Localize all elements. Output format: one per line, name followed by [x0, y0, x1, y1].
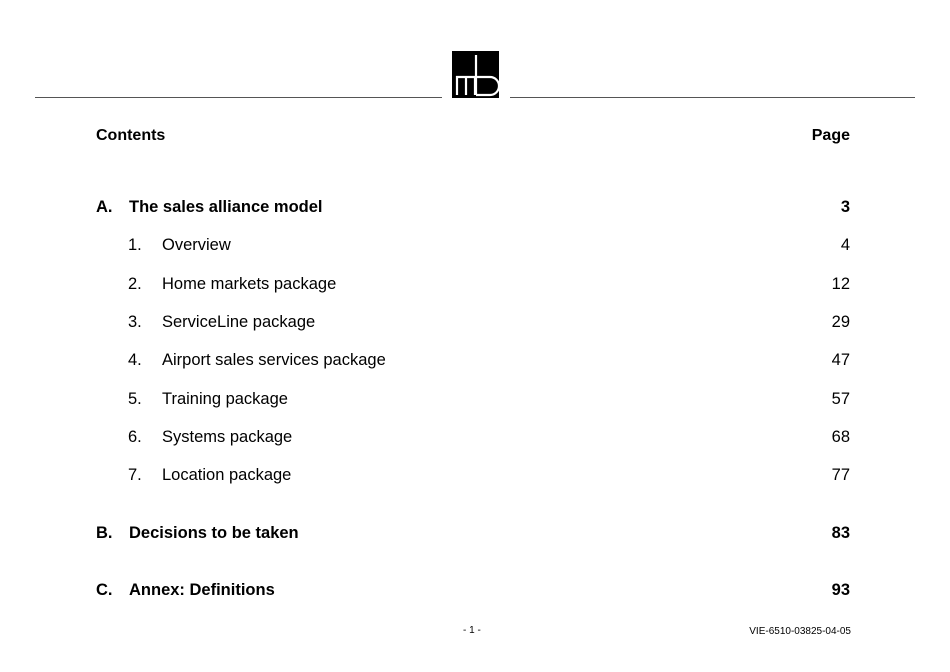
header-rule-right [510, 97, 915, 98]
footer-document-reference: VIE-6510-03825-04-05 [749, 626, 851, 637]
toc-entry [96, 311, 850, 333]
toc-entry [96, 196, 850, 218]
toc-entry-title: Systems package [162, 428, 293, 446]
toc-entry [96, 234, 850, 256]
toc-entry [96, 464, 850, 486]
toc-entry-title: Training package [162, 390, 288, 408]
toc-entry-page: 93 [831, 581, 850, 599]
toc-entry-page: 68 [831, 428, 850, 446]
toc-entry-title: Location package [162, 466, 292, 484]
toc-entry [96, 522, 850, 544]
toc-entry-title: ServiceLine package [162, 313, 316, 331]
toc-entry [96, 388, 850, 410]
toc-entry-title: Overview [162, 236, 231, 254]
toc-entry-page: 3 [840, 198, 850, 216]
toc-entry-page: 57 [831, 390, 850, 408]
toc-entry-title: Home markets package [162, 275, 337, 293]
page-column-heading: Page [811, 127, 850, 144]
footer-page-number: - 1 - [463, 625, 481, 636]
toc-entry-title: Annex: Definitions [129, 581, 275, 599]
toc-entry-number: 2. [128, 275, 142, 293]
toc-entry-number: 4. [128, 351, 142, 369]
toc-header [96, 127, 850, 147]
toc-entry-page: 83 [831, 524, 850, 542]
toc-entry-page: 77 [831, 466, 850, 484]
toc-entry-page: 4 [840, 236, 850, 254]
toc-entry-number: 1. [128, 236, 142, 254]
toc-entry [96, 579, 850, 601]
toc-entry-number: B. [96, 524, 113, 542]
toc-entry-number: C. [96, 581, 113, 599]
toc-entry-number: 7. [128, 466, 142, 484]
toc-entry-page: 47 [831, 351, 850, 369]
toc-entry [96, 273, 850, 295]
toc-entry-page: 12 [831, 275, 850, 293]
toc-entry-number: 5. [128, 390, 142, 408]
toc-entry [96, 349, 850, 371]
toc-entry-number: 6. [128, 428, 142, 446]
header-rule-left [35, 97, 442, 98]
toc-entry-page: 29 [831, 313, 850, 331]
toc-entry-number: 3. [128, 313, 142, 331]
toc-entry-number: A. [96, 198, 113, 216]
toc-entry [96, 426, 850, 448]
company-logo [452, 51, 499, 98]
toc-entry-title: The sales alliance model [129, 198, 323, 216]
toc-entry-title: Decisions to be taken [129, 524, 299, 542]
toc-entry-title: Airport sales services package [162, 351, 386, 369]
contents-heading: Contents [96, 127, 166, 144]
